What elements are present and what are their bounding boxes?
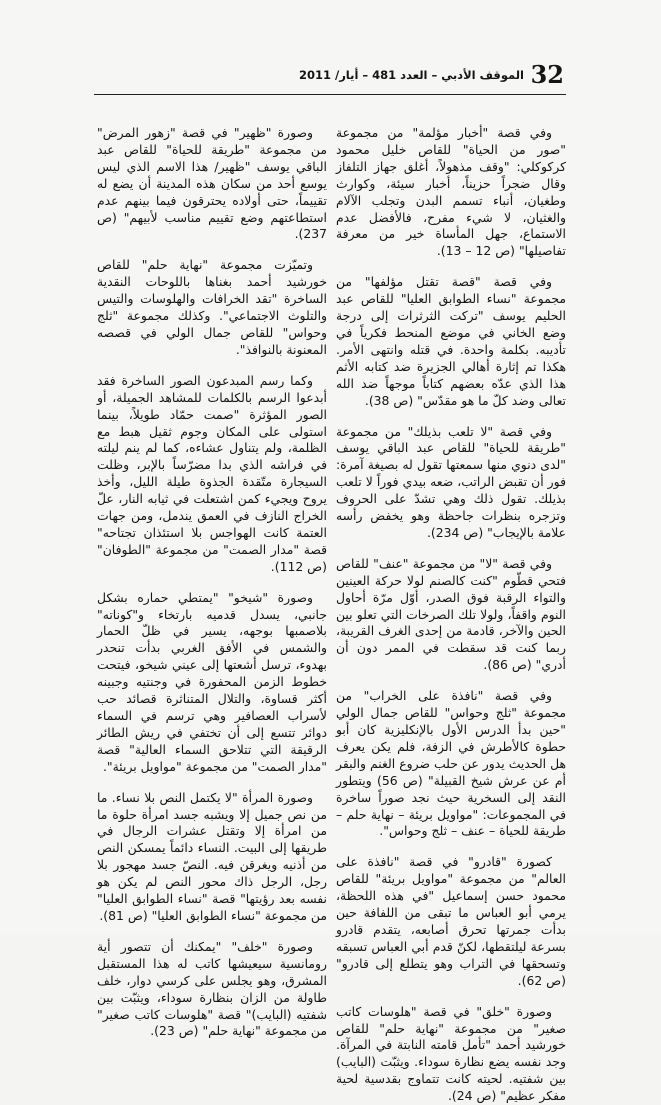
paragraph: وفي قصة "لا تلعب بذيلك" من مجموعة "طريقة للحياة" للقاص عبد الباقي يوسف "لدى دنوي منها سمعتها تقول له بصيغة آمرة: فور أن تقبض الراتب، ضعه بيدي فوراً لا تلعب بذيلك. تقول ذلك وهي تشدّ على الحروف وتزجره بنظرات جاحظة وهو يخفض رأسه علامة بالإيجاب" (ص 234).	[336, 423, 566, 540]
paragraph: وفي قصة "قصة تقتل مؤلفها" من مجموعة "نساء الطوابق العليا" للقاص عبد الحليم يوسف "تركت الثرثرات إلى درجة وضع الخاني في موضع المنحط فكرياً في تأديبه. بكلمة واحدة. في قتله وانتهى الأمر. هكذا تم إثارة أهالي الجزيرة ضد كتابه الأثم هذا الذي عدّه بعضهم كتاباً موجهاً ضد الله تعالى وضد كلّ ما هو مقدّس" (ص 38).	[336, 274, 566, 408]
page-header	[94, 60, 564, 94]
running-title: الموقف الأدبي – العدد 481 – أيار/ 2011	[298, 68, 524, 82]
right-column	[336, 125, 566, 1104]
paragraph: وصورة "ظهير" في قصة "زهور المرض" من مجموعة "طريقة للحياة" للقاص عبد الباقي يوسف "ظهير/ هذا الاسم الذي ليس يوسع أحد من سكان هذه المدينة أن يضع له تقييماً، حتى أولاده يحترقون فيما بينهم عدم استطاعتهم وضع تقييم مناسب لأبيهم" (ص 237).	[97, 125, 327, 242]
header-rule	[94, 94, 566, 95]
paragraph: وصورة "شيخو" "يمتطي حماره بشكل جانبي، يسدل قدميه بارتخاء و"كوناته" بلاصمبها بوجهه، يسير في ظلّ الحمار والشمس في الأفق الغربي بدأت تنحدر بهدوء، ترسل أشعتها إلى عيني شيخو، فيتحت خطوط الزمن المحفورة في وجنتيه وجبينه أكثر قساوة، والتلال المتناثرة قصائد حب لأسراب العصافير وهي ترسم في السماء دوائر تتسع إلى أن تختفي في ريش الطائر الرقيقة التي تتلاحق السماء العالية" قصة "مدار الصمت" من مجموعة "مواويل بريئة".	[97, 589, 327, 774]
page-number: 32	[530, 60, 564, 89]
left-column	[97, 125, 327, 1039]
paragraph: وصورة "خلف" "يمكنك أن تتصور أية رومانسية سيعيشها كاتب له هذا المستقبل المشرق، وهو يجلس على كرسي دوار، خلف طاولة من الزان بنظارة سوداء، ويثبّت بين شفتيه (البايب)" قصة "هلوسات كاتب صغير" من مجموعة "نهاية حلم" (ص 23).	[97, 938, 327, 1039]
paragraph: وكما رسم المبدعون الصور الساخرة فقد أبدعوا الرسم بالكلمات للمشاهد الجميلة، أو الصور المؤثرة "صمت حمّاد طويلاً، بينما استولى على المكان وجوم ثقيل هبط مع الظلمة، ولم يتناول عشاءه، كما لم ينم ليلته في فراشه الذي بدا مضرّساً بالإبر، وظلت السيجارة متّقدة الجذوة طيلة الليل، وأخذ يروح ويجيء كمن اشتعلت في ثيابه النار، علّ الخراج النازف في العمق يندمل، ومن جهات العتمة كانت الهواجس بلا استئذان تجتاحه" قصة "مدار الصمت" من مجموعة "الطوفان" (ص 112).	[97, 372, 327, 574]
paragraph: وتميّزت مجموعة "نهاية حلم" للقاص خورشيد أحمد بغناها باللوحات النقدية الساخرة "تقد الخرافات والهلوسات والتيس والتلوث الاجتماعي". وكذلك مجموعة "ثلج وحواس" للقاص جمال الولي في قصصه المعنونة بالنوافذ".	[97, 257, 327, 357]
paragraph: كصورة "قادرو" في قصة "نافذة على العالم" من مجموعة "مواويل بريئة" للقاص محمود حسن إسماعيل "في هذه اللحظة، يرمي أبو العباس ما تبقى من اللفافة حين بدأت جمرتها تحرق أصابعه، يتقدم قادرو بسرعة ليلتقطها، لكنّ قدم أبي العباس تسبقه وتسحقها في التراب وهو يتطلع إلى قادرو" (ص 62).	[336, 854, 566, 988]
paragraph: وصورة "خلق" في قصة "هلوسات كاتب صغير" من مجموعة "نهاية حلم" للقاص خورشيد أحمد "تأمل قامته النابتة في المرآة. وجد نفسه يضع نظارة سوداء. ويثبّت (البايب) بين شفتيه. لحيته كانت تتماوج بقدسية لحية مفكر عظيم" (ص 24).	[336, 1003, 566, 1104]
paragraph: وفي قصة "لا" من مجموعة "عنف" للقاص فتحي قطّوم "كنت كالصنم لولا حركة العينين والتواء الرقبة فوق الصدر، أوّل مرّة أحاول النوم واقفاً، ولولا تلك الصرخات التي تعلو بين الحين والآخر، قادمة من إحدى الغرف القريبة، ربما كنت قد سقطت في الممر دون أن أدري" (ص 86).	[336, 555, 566, 673]
paragraph: وفي قصة "نافذة على الخراب" من مجموعة "ثلج وحواس" للقاص جمال الولي "حين بدأ الدرس الأول بالإنكليزية كان أبو حطوة كالأطرش في الزفة، فلم يكن يعرف هل الحديث يدور عن حلب ضروع الغنم والبقر أم عن عرش شيخ القبيلة" (ص 56) ويتطور النقد إلى السخرية حيث نجد صوراً ساخرة في المجموعات: "مواويل بريئة – نهاية حلم – طريقة للحياة – عنف – ثلج وحواس".	[336, 688, 566, 839]
paragraph: وصورة المرأة "لا يكتمل النص بلا نساء. ما من نص جميل إلا ويشبه جسد امرأة حلوة ما من امرأة إلا وتقتل عشرات الرجال في طريقها إلى البيت. النساء دائماً يمسكن النص من أذنيه ويغرقن فيه. النصّ جسد مهجور بلا رجل، الرجل ذاك محور النص لم يكن هو نفسه بعد رؤيتها" قصة "نساء الطوابق العليا" من مجموعة "نساء الطوابق العليا" (ص 81).	[97, 789, 327, 923]
paragraph: وفي قصة "أخبار مؤلمة" من مجموعة "صور من الحياة" للقاص خليل محمود كركوكلي: "وقف مذهولاً، أغلق جهاز التلفاز وقال ضجراً حزيناً، أخبار سيئة، وكوارث وطغيان، أنباء تسمم البدن وتجلب الآلام والغثيان، لا شيء مفرح، فالأفضل عدم الاستماع، جهل المأساة خير من معرفة تفاصيلها" (ص 12 – 13).	[336, 125, 566, 259]
